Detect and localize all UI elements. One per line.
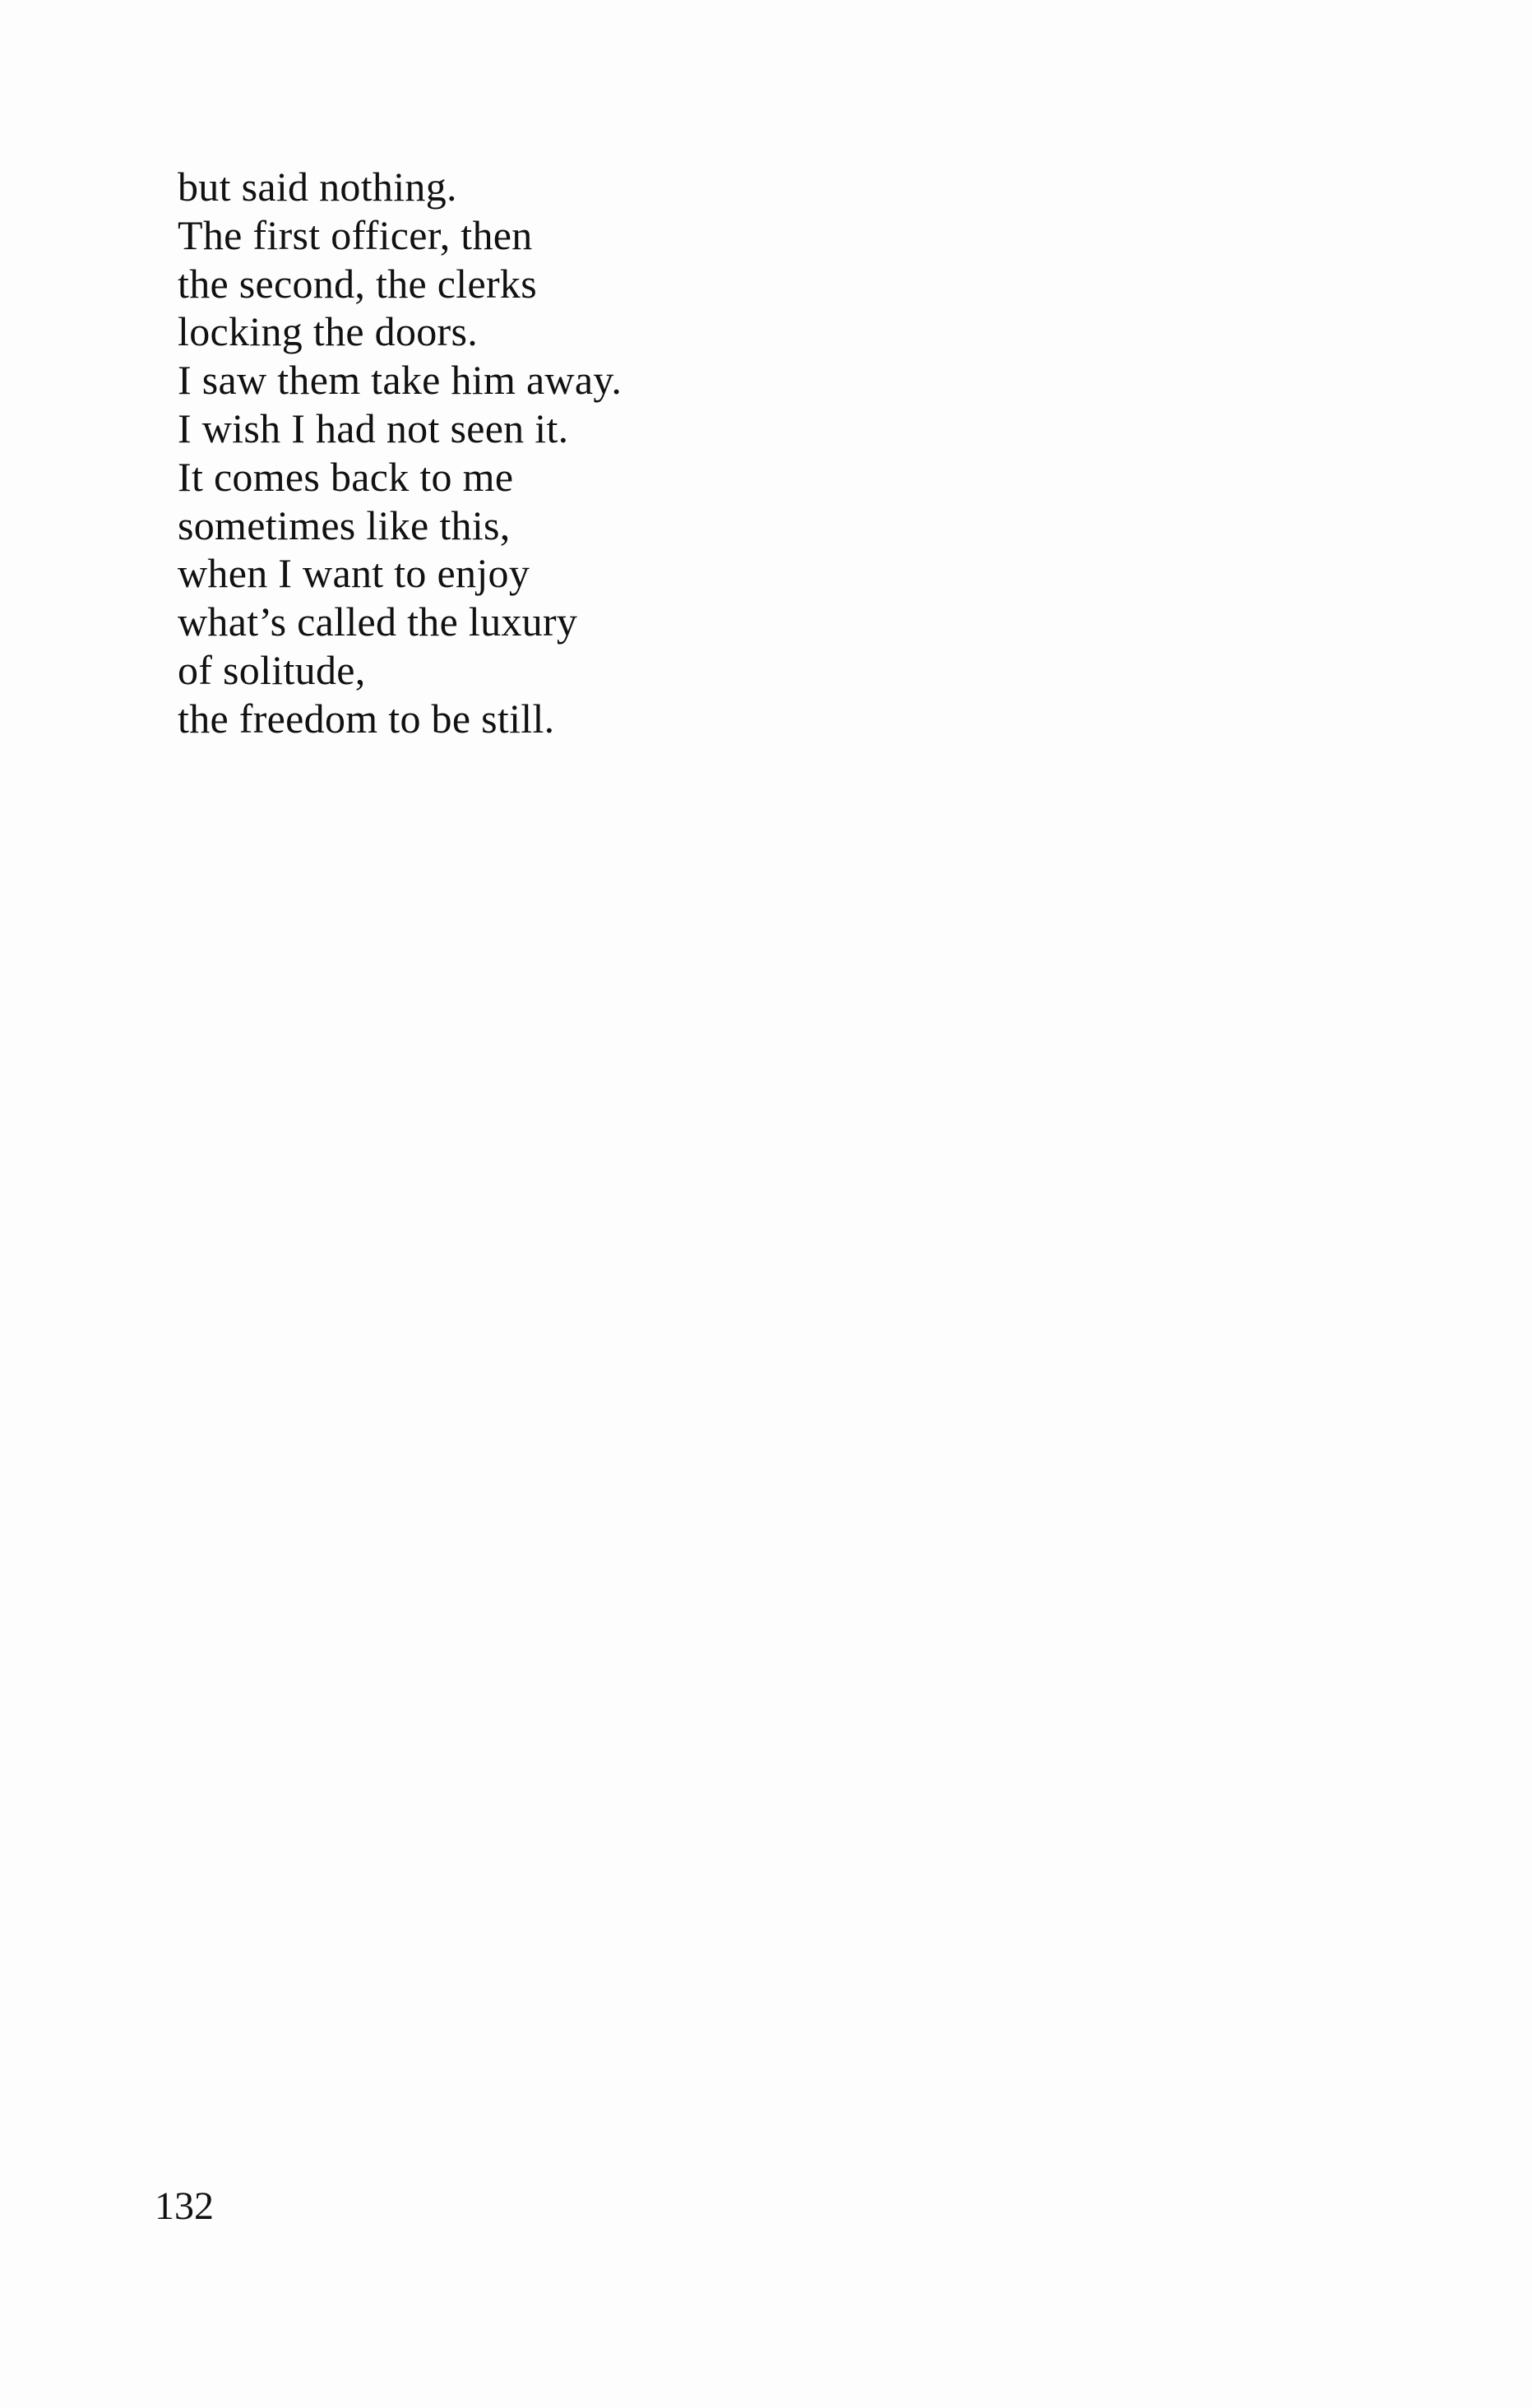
poem-line: I wish I had not seen it.	[178, 404, 569, 451]
poem-line: when I want to enjoy	[178, 550, 530, 597]
poem-line: I saw them take him away.	[178, 357, 623, 404]
poem-line: the freedom to be still.	[178, 695, 555, 742]
page-number: 132	[155, 2184, 214, 2228]
poem-line: the second, the clerks	[178, 260, 537, 307]
poem-line: locking the doors.	[178, 308, 479, 355]
poem-line: The first officer, then	[178, 211, 533, 258]
poem-line: It comes back to me	[178, 453, 514, 500]
poem-line: of solitude,	[178, 646, 366, 693]
poem-line: but said nothing.	[178, 164, 457, 210]
poem-line: sometimes like this,	[178, 501, 511, 548]
poem-line: what’s called the luxury	[178, 599, 578, 645]
poem-text	[178, 163, 622, 743]
